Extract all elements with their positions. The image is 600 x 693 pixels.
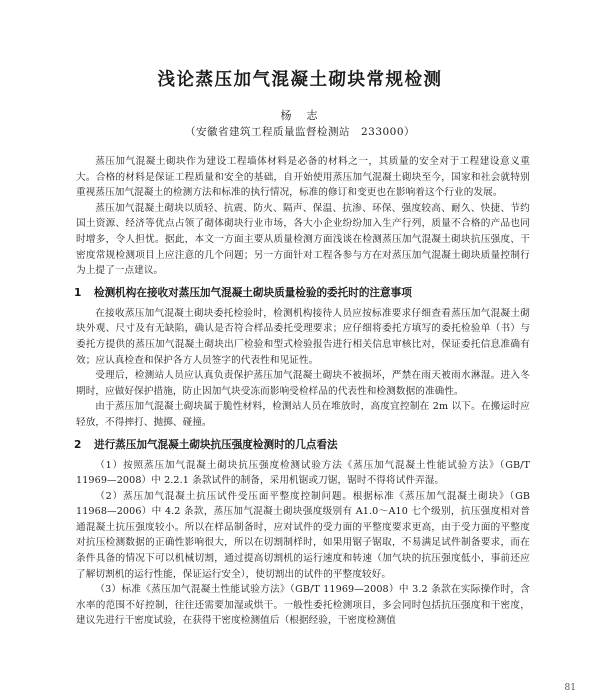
section-title: 检测机构在接收对蒸压加气混凝土砌块质量检验的委托时的注意事项 (94, 286, 412, 299)
author-affiliation: （安徽省建筑工程质量监督检测站 233000） (184, 126, 416, 138)
section-title: 进行蒸压加气混凝土砌块抗压强度检测时的几点看法 (94, 438, 338, 451)
section-number: 2 (74, 438, 82, 451)
section-heading-1 (74, 286, 530, 301)
article-body (76, 154, 530, 629)
page-number: 81 (564, 683, 576, 693)
body-paragraph: （1）按照蒸压加气混凝土砌块抗压强度检测试验方法《蒸压加气混凝土性能试验方法》（GB/T 11969—2008）中 2.2.1 条款试件的制备，采用机锯或刀锯，锯时不得将试件弄湿。 (76, 459, 530, 487)
body-paragraph: 由于蒸压加气混凝土砌块属于脆性材料，检测站人员在堆放时，高度宜控制在 2m 以下。在搬运时应轻放，不得摔打、抛掷、碰撞。 (76, 401, 530, 428)
intro-paragraph: 蒸压加气混凝土砌块以质轻、抗震、防火、隔声、保温、抗渗、环保、强度较高、耐久、快捷、节约国土资源、经济等优点占领了砌体砌块行业市场，各大小企业纷纷加入生产行列，质量不合格的产品也同时增多，令人担忧。据此，本文一方面主要从质量检测方面浅谈在检测蒸压加气混凝土砌块抗压强度、干密度常规检测项目上应注意的几个问题；另一方面针对工程各参与方在对蒸压加气混凝土砌块质量控制行为上提了一点建议。 (76, 202, 530, 277)
section-heading-2 (74, 438, 530, 453)
section-number: 1 (74, 286, 82, 299)
paper-title: 浅论蒸压加气混凝土砌块常规检测 (157, 70, 443, 90)
author-name: 杨 志 (280, 109, 320, 122)
body-paragraph: （2）蒸压加气混凝土抗压试件受压面平整度控制问题。根据标准《蒸压加气混凝土砌块》（GB 11968—2006）中 4.2 条款，蒸压加气混凝土砌块强度级别有 A1.0～A10 七个级别，抗压强度相对普通混凝土抗压强度较小。所以在样品制备时，应对试件的受力面的平整度要求更高，由于受力面的平整度对抗压检测数据的正确性影响很大，所以在切割制样时，如果用锯子锯取，不易满足试件制备要求，而在条件具备的情况下可以机械切割，通过提高切割机的运行速度和转速（加气块的抗压强度低小，事前还应了解切割机的运行性能，保证运行安全），使切割出的试件的平整度较好。 (76, 490, 530, 580)
body-paragraph: （3）标准《蒸压加气混凝土性能试验方法》（GB/T 11969—2008）中 3.2 条款在实际操作时，含水率的范围不好控制，往往还需要加湿或烘干。一般性委托检测项目，多会同时包括抗压强度和干密度，建议先进行干密度试验，在获得干密度检测值后（根据经验，干密度检测值 (76, 584, 530, 627)
body-paragraph: 在接收蒸压加气混凝土砌块委托检验时，检测机构接待人员应按标准要求仔细查看蒸压加气混凝土砌块外观、尺寸及有无缺陷，确认是否符合样品委托受理要求；应仔细将委托方填写的委托检验单（书）与委托方提供的蒸压加气混凝土砌块出厂检验和型式检验报告进行相关信息审核比对，保证委托信息准确有效；应认真检查和保护各方人员签字的代表性和见证性。 (76, 307, 530, 366)
body-paragraph: 受理后，检测站人员应认真负责保护蒸压加气混凝土砌块不被损坏，严禁在雨天被雨水淋湿。进入冬期时，应做好保护措施，防止因加气块受冻而影响受检样品的代表性和检测数据的准确性。 (76, 370, 530, 397)
intro-paragraph: 蒸压加气混凝土砌块作为建设工程墙体材料是必备的材料之一，其质量的安全对于工程建设意义重大。合格的材料是保证工程质量和安全的基础，自开始使用蒸压加气混凝土砌块至今，国家和社会就特别重视蒸压加气混凝土的检测方法和标准的执行情况，标准的修订和变更也在影响着这个行业的发展。 (76, 156, 530, 199)
